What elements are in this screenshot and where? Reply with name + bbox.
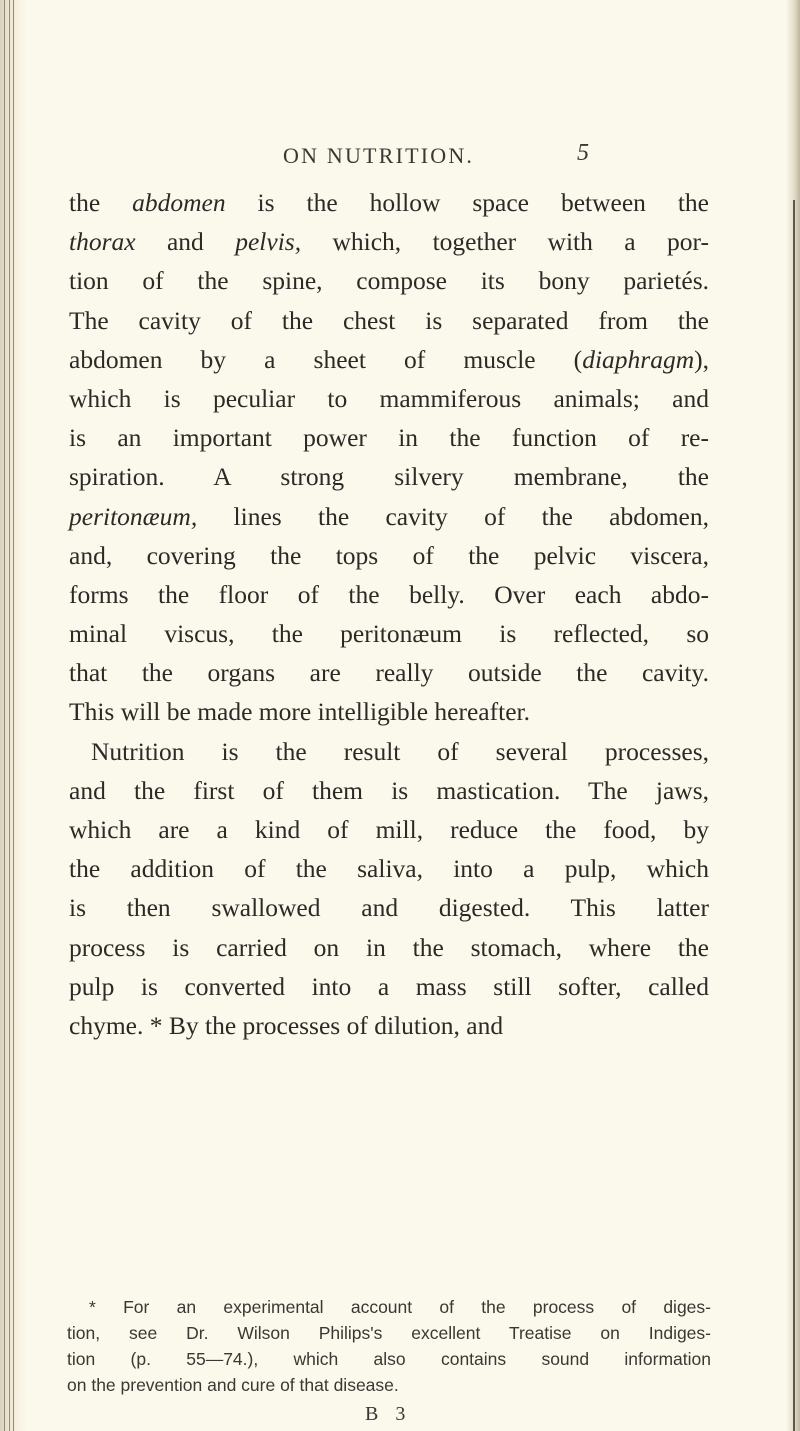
text-run: that the organs are really outside the cavity. <box>69 658 709 688</box>
text-line <box>69 183 709 222</box>
text-line <box>69 732 709 771</box>
text-line <box>69 849 709 888</box>
running-title: ON NUTRITION. <box>283 143 475 168</box>
text-line <box>69 1006 709 1045</box>
text-line <box>69 340 709 379</box>
italic-term: diaphragm <box>582 344 695 374</box>
text-run: the addition of the saliva, into a pulp, which <box>69 854 709 884</box>
running-head <box>0 140 800 173</box>
text-line <box>69 653 709 692</box>
text-run: ), <box>694 344 709 374</box>
page-outer-edge <box>786 0 800 1431</box>
text-run: is then swallowed and digested. This latter <box>69 893 709 923</box>
text-run: forms the floor of the belly. Over each abdo- <box>69 579 709 609</box>
text-line <box>69 379 709 418</box>
text-run: abdomen by a sheet of muscle ( <box>69 344 583 374</box>
footnote-line: * For an experimental account of the process of diges- <box>89 1297 711 1317</box>
text-line <box>69 575 709 614</box>
page-number: 5 <box>577 140 589 166</box>
body-text <box>69 183 709 1045</box>
text-run: minal viscus, the peritonæum is reflected, so <box>69 619 709 649</box>
text-line <box>69 457 709 496</box>
text-run: pulp is converted into a mass still softer, called <box>69 971 709 1001</box>
text-line <box>69 222 709 261</box>
signature-mark: B 3 <box>365 1403 412 1425</box>
text-line <box>69 888 709 927</box>
text-run: chyme. * By the processes of dilution, and <box>69 1010 504 1040</box>
text-run: spiration. A strong silvery membrane, the <box>69 462 709 492</box>
text-line <box>69 692 709 731</box>
footnote-line: tion, see Dr. Wilson Philips's excellent Treatise on Indiges- <box>67 1323 711 1343</box>
text-line <box>69 497 709 536</box>
text-line <box>69 771 709 810</box>
italic-term: thorax <box>69 227 136 257</box>
text-run: is an important power in the function of re- <box>69 423 709 453</box>
text-run: lines the cavity of the abdomen, <box>197 501 709 531</box>
text-run: The cavity of the chest is separated from the <box>69 305 709 335</box>
footnote <box>67 1294 711 1398</box>
text-line <box>69 810 709 849</box>
italic-term: peritonæum, <box>69 501 198 531</box>
text-run: Nutrition is the result of several processes, <box>91 736 709 766</box>
text-run: This will be made more intelligible hereafter. <box>69 697 530 727</box>
text-line <box>69 928 709 967</box>
text-run: and the first of them is mastication. The jaws, <box>69 775 709 805</box>
text-line <box>69 418 709 457</box>
text-run: tion of the spine, compose its bony parietés. <box>69 266 709 296</box>
italic-term: pelvis, <box>235 227 302 257</box>
text-run: the <box>69 188 133 217</box>
text-run: which is peculiar to mammiferous animals; and <box>69 383 709 413</box>
text-run: process is carried on in the stomach, where the <box>69 932 709 962</box>
text-line <box>69 261 709 300</box>
footnote-line: on the prevention and cure of that disease. <box>67 1375 399 1395</box>
page-binding-edge <box>0 0 26 1431</box>
text-line <box>69 536 709 575</box>
footnote-line: tion (p. 55—74.), which also contains sound information <box>67 1349 711 1369</box>
text-line <box>69 967 709 1006</box>
text-line <box>69 614 709 653</box>
italic-term: abdomen <box>132 188 226 217</box>
text-run: and, covering the tops of the pelvic viscera, <box>69 540 709 570</box>
text-run: which are a kind of mill, reduce the food, by <box>69 815 709 844</box>
text-run: is the hollow space between the <box>225 188 710 217</box>
text-run: and <box>135 227 236 257</box>
text-run: which, together with a por- <box>301 227 709 257</box>
text-line <box>69 301 709 340</box>
